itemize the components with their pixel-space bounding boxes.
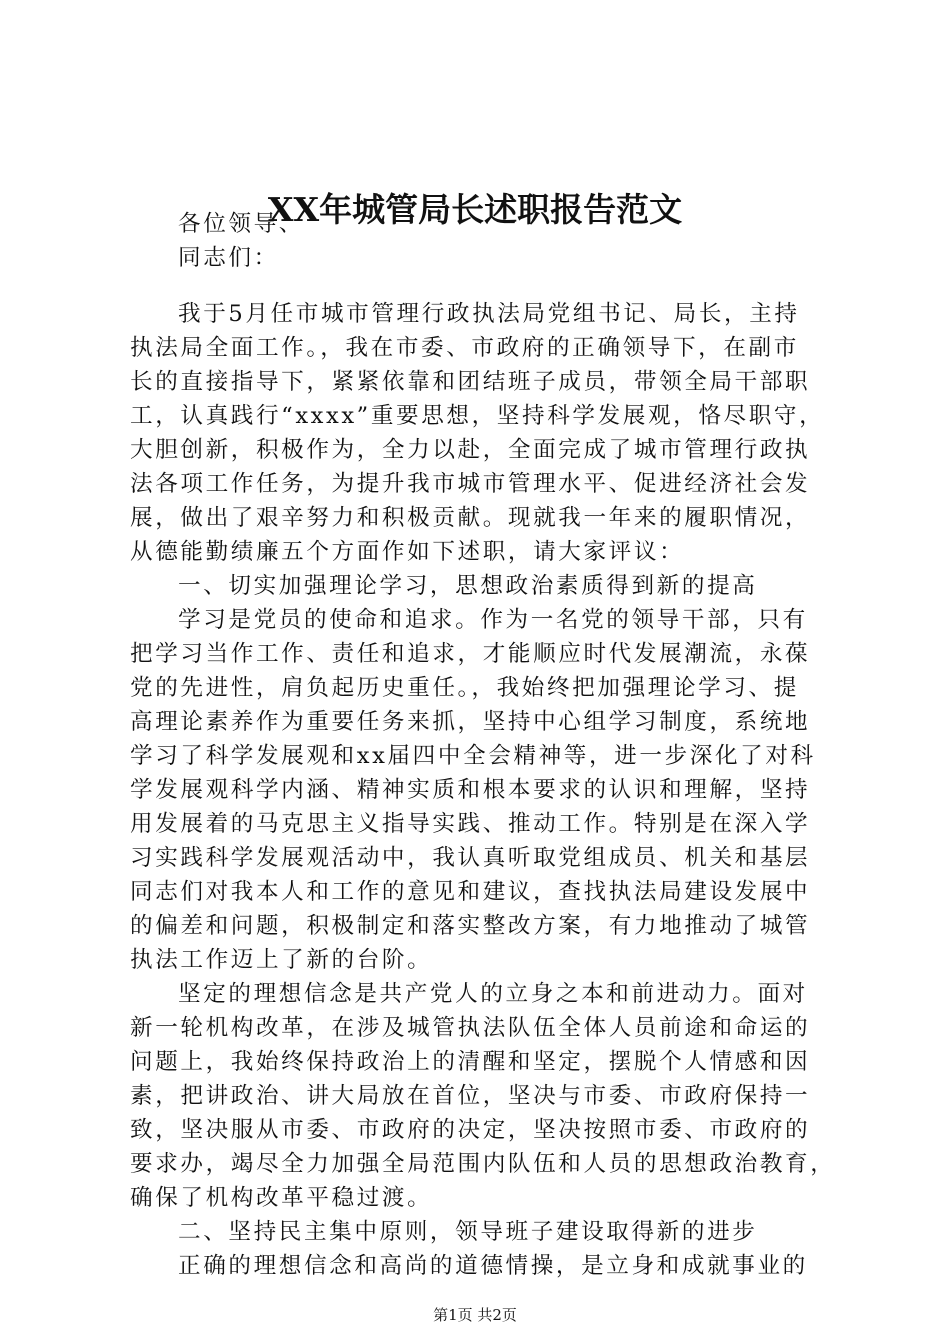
body-line: 致，坚决服从市委、市政府的决定，坚决按照市委、市政府的 — [130, 1117, 811, 1143]
page-footer: 第1页 共2页 — [433, 1306, 517, 1324]
body-line: 法各项工作任务，为提升我市城市管理水平、促进经济社会发 — [130, 471, 811, 497]
salutation-line: 同志们： — [178, 245, 279, 271]
body-line: 长的直接指导下，紧紧依靠和团结班子成员，带领全局干部职 — [130, 369, 811, 395]
document-title: XX年城管局长述职报告范文 — [267, 190, 683, 229]
body-line: 正确的理想信念和高尚的道德情操，是立身和成就事业的 — [178, 1253, 808, 1279]
body-line: 习实践科学发展观活动中，我认真听取党组成员、机关和基层 — [130, 845, 811, 871]
body-line: 新一轮机构改革，在涉及城管执法队伍全体人员前途和命运的 — [130, 1015, 811, 1041]
body-line: 从德能勤绩廉五个方面作如下述职，请大家评议： — [130, 539, 685, 565]
body-line: 素，把讲政治、讲大局放在首位，坚决与市委、市政府保持一 — [130, 1083, 811, 1109]
salutation-line: 各位领导、 — [178, 211, 304, 237]
body-line: 展，做出了艰辛努力和积极贡献。现就我一年来的履职情况， — [130, 505, 811, 531]
body-line: 确保了机构改革平稳过渡。 — [130, 1185, 433, 1211]
body-line: 执法工作迈上了新的台阶。 — [130, 947, 433, 973]
body-line: 我于5月任市城市管理行政执法局党组书记、局长，主持 — [178, 301, 800, 327]
body-line: 工，认真践行“xxxx”重要思想，坚持科学发展观，恪尽职守， — [130, 403, 825, 429]
body-line: 大胆创新，积极作为，全力以赴，全面完成了城市管理行政执 — [130, 437, 811, 463]
body-line: 党的先进性，肩负起历史重任。，我始终把加强理论学习、提 — [130, 675, 799, 701]
body-line: 问题上，我始终保持政治上的清醒和坚定，摆脱个人情感和因 — [130, 1049, 811, 1075]
body-line: 学习是党员的使命和追求。作为一名党的领导干部，只有 — [178, 607, 808, 633]
body-line: 的偏差和问题，积极制定和落实整改方案，有力地推动了城管 — [130, 913, 811, 939]
section-heading: 一、切实加强理论学习，思想政治素质得到新的提高 — [178, 573, 758, 599]
body-line: 把学习当作工作、责任和追求，才能顺应时代发展潮流，永葆 — [130, 641, 811, 667]
body-line: 学发展观科学内涵、精神实质和根本要求的认识和理解，坚持 — [130, 777, 811, 803]
body-line: 高理论素养作为重要任务来抓，坚持中心组学习制度，系统地 — [130, 709, 811, 735]
body-line: 坚定的理想信念是共产党人的立身之本和前进动力。面对 — [178, 981, 808, 1007]
body-line: 要求办，竭尽全力加强全局范围内队伍和人员的思想政治教育， — [130, 1151, 836, 1177]
body-line: 执法局全面工作。，我在市委、市政府的正确领导下，在副市 — [130, 335, 799, 361]
body-line: 同志们对我本人和工作的意见和建议，查找执法局建设发展中 — [130, 879, 811, 905]
body-line: 用发展着的马克思主义指导实践、推动工作。特别是在深入学 — [130, 811, 811, 837]
section-heading: 二、坚持民主集中原则，领导班子建设取得新的进步 — [178, 1219, 758, 1245]
body-line: 学习了科学发展观和xx届四中全会精神等，进一步深化了对科 — [130, 743, 816, 769]
